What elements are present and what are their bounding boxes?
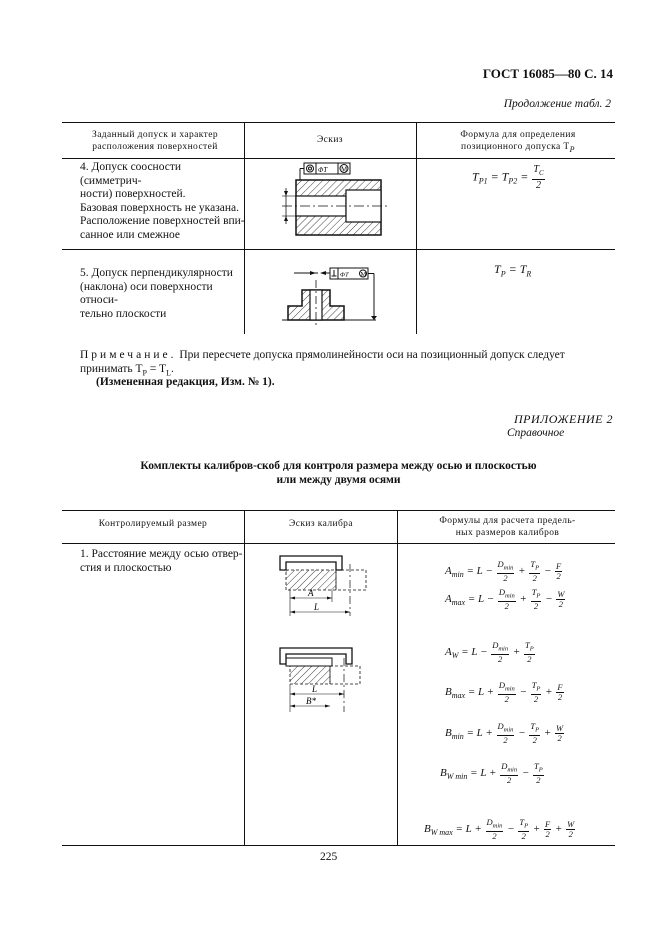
svg-text:M: M (341, 165, 348, 174)
note-label: Примечание. (80, 349, 177, 361)
note-line2: принимать $T_P = T_L$. (80, 363, 174, 378)
table1-col1-header: Заданный допуск и характер расположения поверхностей (92, 130, 218, 152)
standard-header: ГОСТ 16085—80 С. 14 (482, 66, 613, 81)
table2-row1-text: 1. Расстояние между осью отвер- стия и плоскостью (80, 548, 243, 574)
svg-text:M: M (360, 271, 367, 278)
table2-col2-header: Эскиз калибра (289, 519, 353, 529)
appendix-title: ПРИЛОЖЕНИЕ 2 (514, 412, 613, 426)
table2-col3-header: Формулы для расчета предель- ных размеров калибров (439, 516, 576, 538)
limit-formula: $A_{max} = L$ − $D_{min}$ 2 + $\frac{T_P}{2}$ − $\frac{W}{2}$ (445, 587, 565, 611)
coaxiality-sketch (260, 158, 390, 244)
table1-row4-text: 4. Допуск соосности (симметрич- ности) поверхностей. Базовая поверхность не указана. Расположение поверхностей впи- санное или смежное (80, 161, 245, 241)
table1-col2-header: Эскиз (317, 135, 343, 145)
gauge-sketch-b (270, 644, 380, 714)
svg-text:L: L (314, 602, 320, 612)
appendix-subtitle: Справочное (507, 427, 565, 439)
limit-formula: $B_{min} = L$ + $D_{min}$ 2 − $\frac{T_P}{2}$ + $\frac{W}{2}$ (445, 721, 564, 745)
table1-row4-formula: $T_{P1} = T_{P2}$ = $\frac{T_C}{2}$ (472, 164, 544, 191)
limit-formula: $B_{W min} = L$ + $D_{min}$ 2 − $\frac{T_P}{2}$ (440, 761, 543, 785)
page-number: 225 (320, 851, 338, 863)
appendix-heading: Комплекты калибров-скоб для контроля размера между осью и плоскостью или между двумя осями (140, 460, 537, 486)
table1-col3-header: Формула для определения позиционного допуска $T_P$ (460, 130, 576, 154)
gauge-sketch-a (270, 552, 380, 618)
frame-value-c: ΦT (318, 166, 328, 174)
limit-formula: $A_W = L$ − $D_{min}$ 2 + $\frac{T_P}{2}$ (445, 640, 534, 664)
svg-text:L: L (312, 684, 318, 694)
table1-row5-text: 5. Допуск перпендикулярности (наклона) оси поверхности относи- тельно плоскости (80, 267, 233, 320)
table2-col1-header: Контролируемый размер (98, 519, 208, 529)
note: Примечание. При пересчете допуска прямолинейности оси на позиционный допуск следует (80, 349, 565, 361)
continuation-label: Продолжение табл. 2 (503, 98, 611, 110)
edited-note: (Измененная редакция, Изм. № 1). (96, 376, 275, 388)
perpendicularity-sketch (280, 260, 380, 332)
svg-text:ΦT: ΦT (340, 271, 349, 279)
limit-formula: $A_{min} = L$ − $D_{min}$ 2 + $\frac{T_P}{2}$ − $\frac{F}{2}$ (445, 559, 562, 583)
svg-text:A: A (308, 588, 314, 598)
limit-formula: $B_{max} = L$ + $D_{min}$ 2 − $\frac{T_P}{2}$ + $\frac{F}{2}$ (445, 680, 563, 704)
table1-row5-formula: $T_P = T_R$ (494, 262, 532, 279)
limit-formula: $B_{W max} = L$ + $D_{min}$ 2 − $\frac{T_P}{2}$ + $\frac{F}{2}$ + $\frac{W}{2}$ (424, 817, 575, 841)
svg-text:B*: B* (306, 696, 316, 706)
